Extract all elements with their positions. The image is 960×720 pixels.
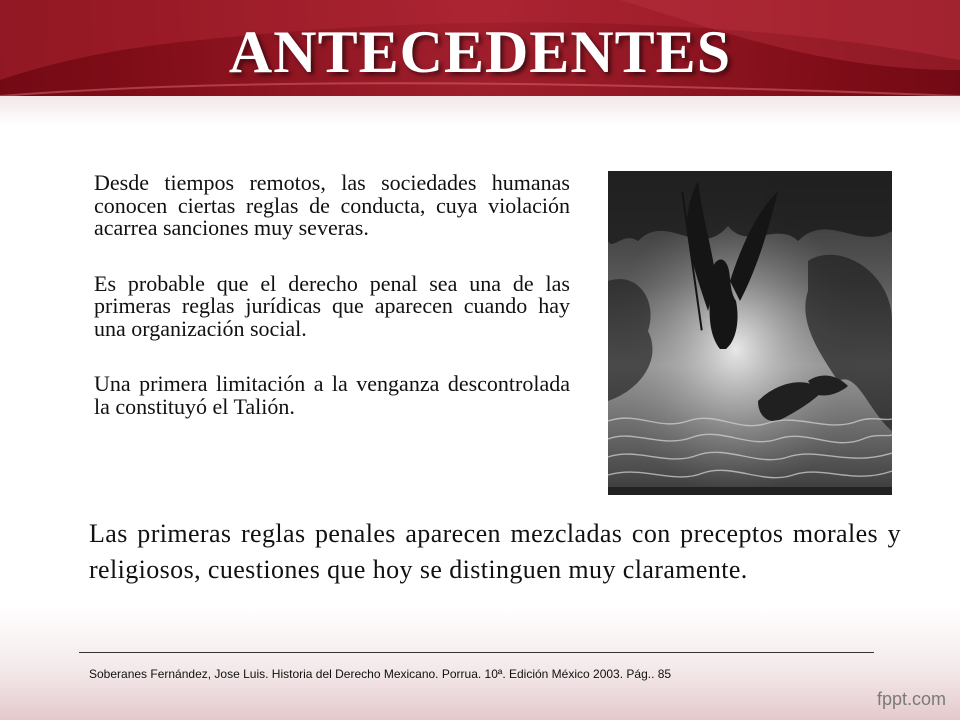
citation-divider: [79, 652, 874, 653]
conclusion-paragraph: Las primeras reglas penales aparecen mezcladas con preceptos morales y religiosos, cuestiones que hoy se distinguen muy claramente.: [89, 519, 901, 584]
intro-paragraphs: [94, 172, 570, 418]
paragraph-2: Es probable que el derecho penal sea una de las primeras reglas jurídicas que aparecen cuando hay una organización social.: [94, 270, 570, 341]
brand-watermark: fppt.com: [876, 689, 946, 709]
illustration-engraving: [608, 171, 892, 495]
paragraph-1: Desde tiempos remotos, las sociedades humanas conocen ciertas reglas de conducta, cuya violación acarrea sanciones muy severas.: [94, 170, 570, 240]
slide-title: ANTECEDENTES: [228, 19, 732, 85]
paragraph-3: Una primera limitación a la venganza descontrolada la constituyó el Talión.: [94, 371, 570, 419]
citation-text: Soberanes Fernández, Jose Luis. Historia del Derecho Mexicano. Porrua. 10ª. Edición México 2003. Pág.. 85: [89, 667, 672, 681]
